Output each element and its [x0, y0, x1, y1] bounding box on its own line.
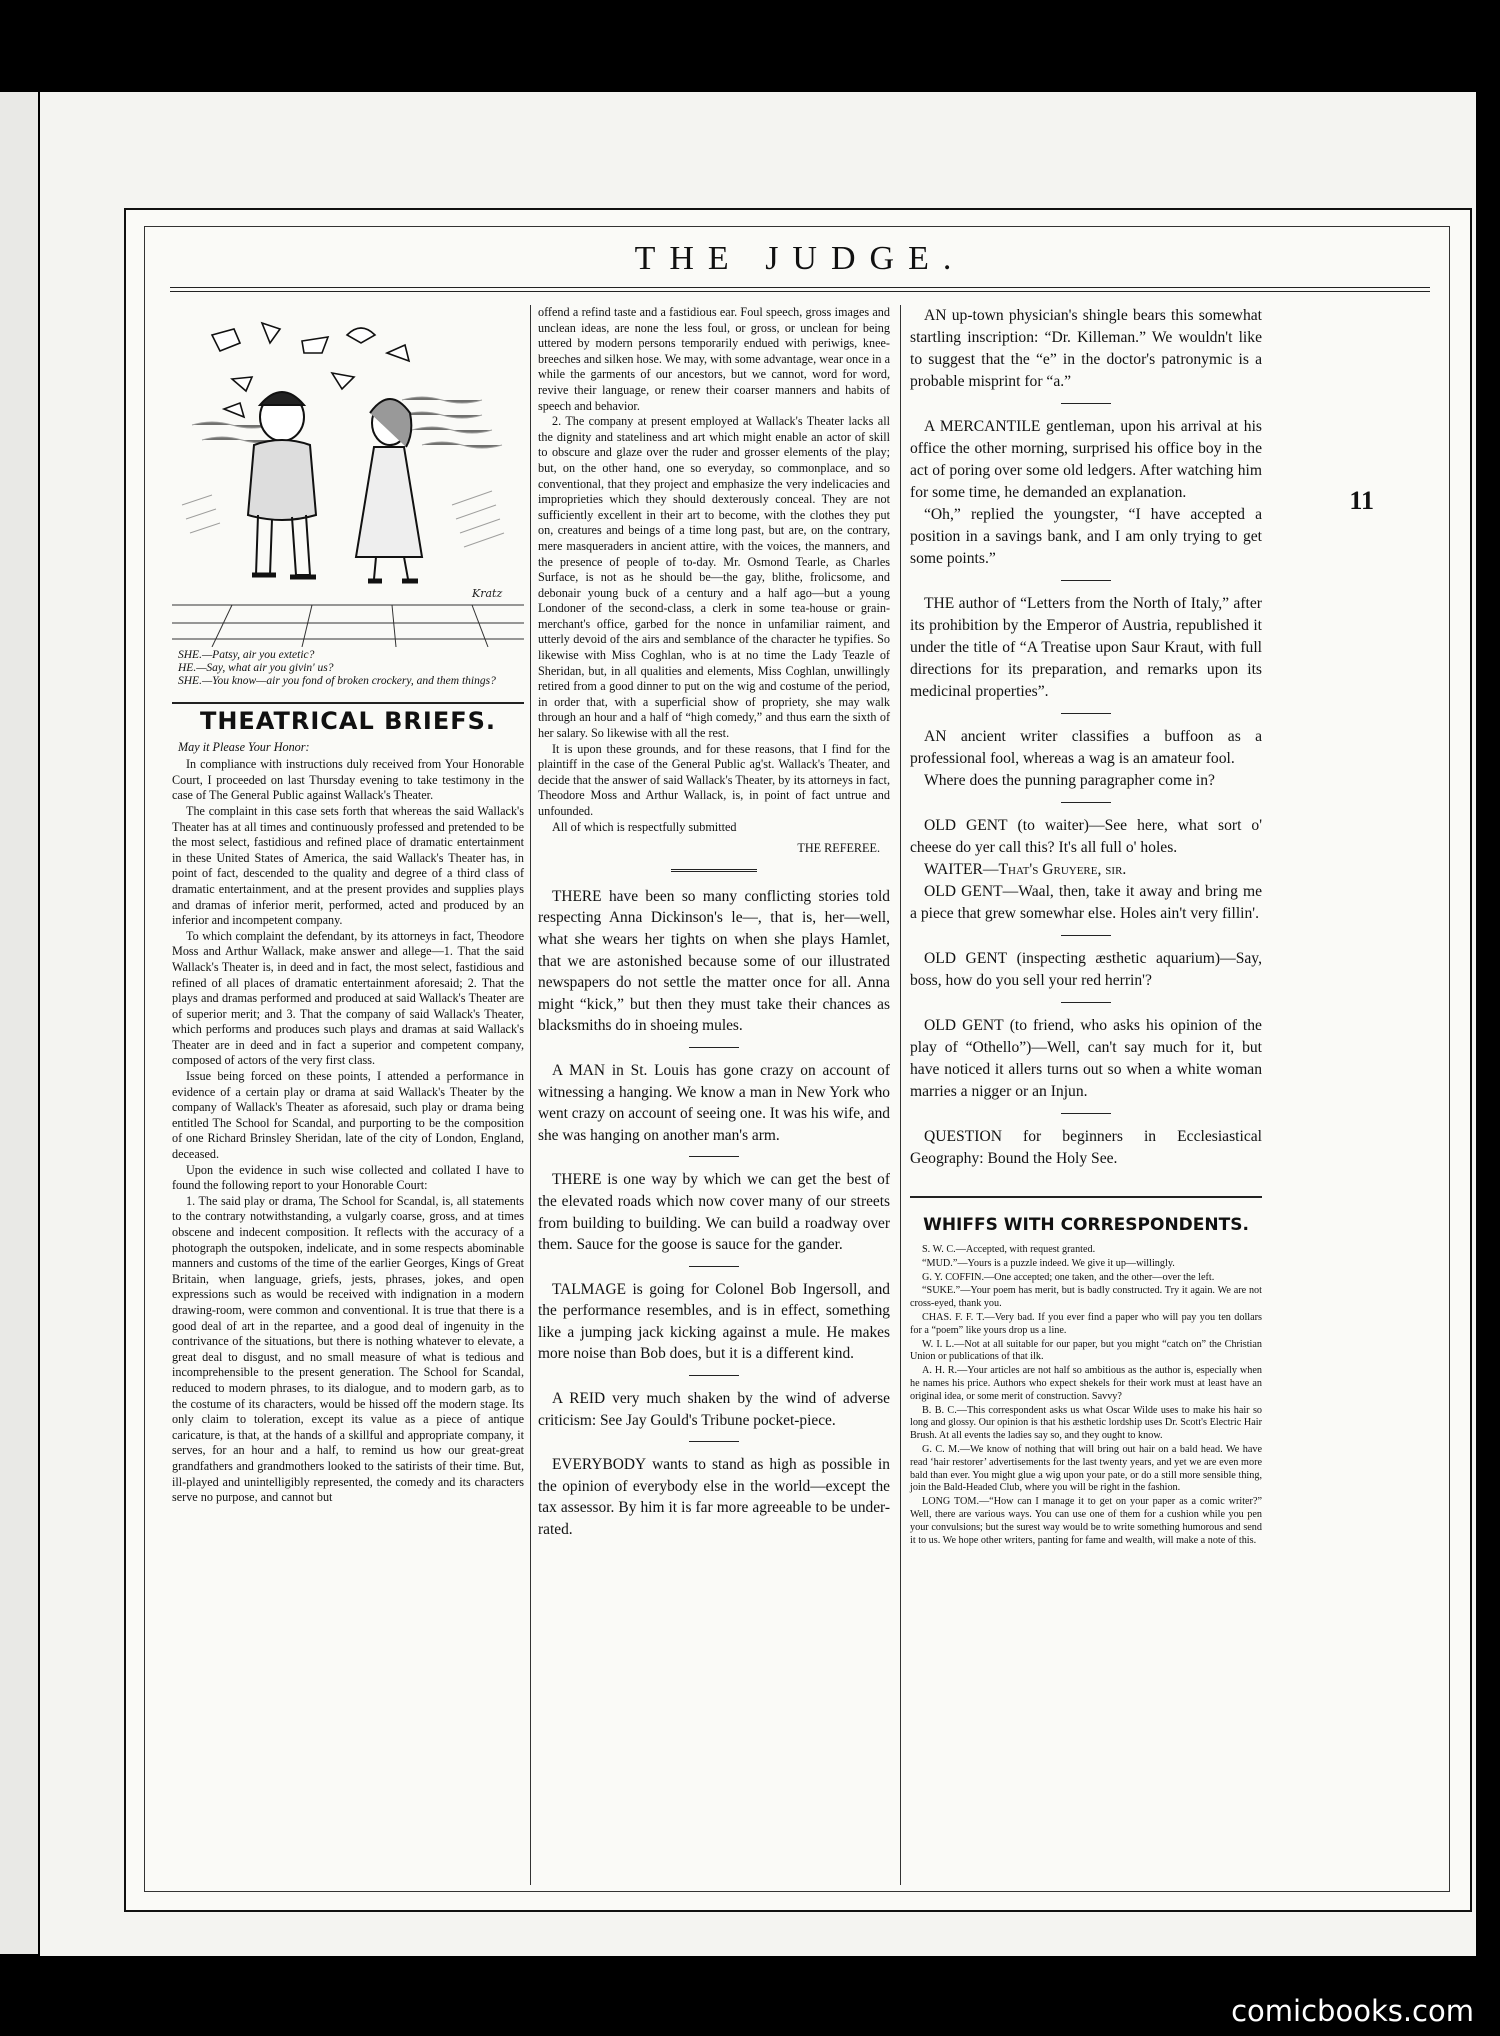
- item-lead: TALMAGE: [552, 1280, 626, 1298]
- correspondent-note: A. H. R.—Your articles are not half so ambitious as the author is, especially when he names his price. Authors who expect shekels for their work must at least have an original idea, or some merit of construction. Savvy?: [910, 1365, 1262, 1402]
- item-text: author of “Letters from the North of Italy,” after its prohibition by the Emperor of Austria, republished it under the title of “A Treatise upon Saur Kraut, with full directions for its preparation, and remarks upon its medicinal properties”.: [910, 595, 1262, 700]
- item-text: for beginners in Ecclesiastical Geography: Bound the Holy See.: [910, 1128, 1262, 1167]
- item-text: (to friend, who asks his opinion of the play of “Othello”)—Well, can't say much for it, but have noticed it allers turns out so when a white woman marries a nigger or an Injun.: [910, 1017, 1262, 1100]
- item-divider: [1061, 802, 1111, 803]
- item-lead: OLD GENT: [924, 950, 1008, 967]
- masthead-rule-bottom: [170, 291, 1430, 292]
- paragraph-item: [910, 948, 1262, 992]
- correspondent-note: G. C. M.—We know of nothing that will bring out hair on a bald head. We have read ‘hair restorer’ advertisements for the last twenty years, and yet we are even more bald than ever. You might glue a wig upon your pate, or do a still more sensible thing, join the Bald-Headed Club, where you will be right in the fashion.: [910, 1443, 1262, 1494]
- paragraph-item: [910, 1126, 1262, 1170]
- paragraph-item: Where does the punning paragrapher come in?: [924, 772, 1215, 789]
- item-divider: [1061, 1113, 1111, 1114]
- item-divider: [1061, 580, 1111, 581]
- paragraph-item: [910, 593, 1262, 703]
- article-signature: THE REFEREE.: [797, 841, 880, 856]
- paragraph-item: [538, 1169, 890, 1255]
- item-lead: OLD GENT: [924, 817, 1008, 834]
- paragraph-item: [538, 1060, 890, 1146]
- item-lead: THERE: [552, 887, 602, 905]
- item-text: very much shaken by the wind of adverse criticism: See Jay Gould's Tribune pocket-piece.: [538, 1390, 890, 1429]
- paragraph-item: “Oh,” replied the youngster, “I have accepted a position in a savings bank, and I am only trying to get some points.”: [910, 506, 1262, 567]
- caption-line-2: HE.—Say, what air you givin' us?: [178, 662, 334, 674]
- correspondent-note: G. Y. COFFIN.—One accepted; one taken, and the other—over the left.: [922, 1271, 1215, 1283]
- correspondents-list: [910, 1244, 1262, 1547]
- item-text: is going for Colonel Bob Ingersoll, and the performance resembles, and is in effect, something like a jumping jack kicking against a mule. He makes more noise than Bob does, but it is a different kind.: [538, 1280, 890, 1363]
- item-divider: [1061, 935, 1111, 936]
- article-paragraph: To which complaint the defendant, by its attorneys in fact, Theodore Moss and Arthur Wallack, make answer and allege—1. That the said Wallack's Theater is, in deed and in fact, the most select, fastidious and refined of all places of dramatic entertainment aforesaid; 2. That the plays and dramas performed and produced at said Wallack's Theater are of superior merit; and 3. That the company of said Wallack's Theater, which performs and produces such plays and dramas at said Wallack's Theater are in deed and in fact a superior and competent company, composed of actors of the very first class.: [172, 928, 524, 1068]
- paragraph-item: [910, 1015, 1262, 1103]
- item-text: wants to stand as high as possible in the opinion of everybody else in the world—except the tax assessor. By him it is far more agreeable to be under-rated.: [538, 1456, 890, 1539]
- paragraph-item: [538, 1388, 890, 1431]
- correspondent-note: “SUKE.”—Your poem has merit, but is badly constructed. Try it again. We are not cross-eyed, thank you.: [910, 1285, 1262, 1310]
- column-1: [172, 305, 524, 1506]
- item-lead: AN: [924, 307, 947, 324]
- correspondent-note: S. W. C.—Accepted, with request granted.: [922, 1244, 1096, 1255]
- column-2-items: [538, 886, 890, 1541]
- item-divider: [1061, 403, 1111, 404]
- correspondent-note: B. B. C.—This correspondent asks us what Oscar Wilde uses to make his hair so long and glossy. Our opinion is that his æsthetic lordship uses Dr. Scott's Electric Hair Brush. At all events the ladies say so, and they ought to know.: [910, 1404, 1262, 1442]
- caption-line-1: SHE.—Patsy, air you extetic?: [178, 649, 315, 661]
- paragraph-item: [910, 416, 1262, 504]
- item-divider: [689, 1441, 739, 1442]
- article-paragraph: The complaint in this case sets forth that whereas the said Wallack's Theater has at all times and continuously professed and pretended to be the most select, fastidious and refined place of dramatic entertainment in these United States of America, the said Wallack's Theater has, in point of fact, descended to the quality and degree of a third class of dramatic entertainment, and at the present provides and supplies plays and dramas of inferior merit, performed, acted and produced by an inferior and incompetent company.: [172, 803, 524, 928]
- item-divider: [1061, 713, 1111, 714]
- caption-line-3: SHE.—You know—air you fond of broken crockery, and them things?: [178, 675, 496, 687]
- item-text: is one way by which we can get the best of the elevated roads which now cover many of our streets from building to building. We can build a roadway over them. Sauce for the goose is sauce for the gander.: [538, 1171, 890, 1254]
- column-divider-1: [530, 305, 531, 1885]
- masthead-title: THE JUDGE.: [634, 240, 966, 277]
- correspondent-note: W. I. L.—Not at all suitable for our paper, but you might “catch on” the Christian Union or publications of that ilk.: [910, 1338, 1262, 1363]
- page-number: 11: [1349, 486, 1374, 515]
- item-divider: [689, 1266, 739, 1267]
- item-text: (to waiter)—See here, what sort o' cheese do yer call this? It's all full o' holes.: [910, 817, 1262, 856]
- item-divider: [689, 1047, 739, 1048]
- paragraph-item: OLD GENT—Waal, then, take it away and bring me a piece that grew somewhar else. Holes ain't very fillin'.: [910, 883, 1262, 922]
- masthead-rule-top: [170, 287, 1430, 288]
- paragraph-item: [538, 1279, 890, 1365]
- item-divider: [689, 1375, 739, 1376]
- item-text: in St. Louis has gone crazy on account of witnessing a hanging. We know a man in New York who went crazy on account of seeing one. It was his wife, and she was hanging on another man's arm.: [538, 1061, 891, 1144]
- salutation: May it Please Your Honor:: [178, 739, 310, 754]
- article-paragraph: All of which is respectfully submitted: [552, 819, 737, 834]
- paragraph-item: [538, 886, 890, 1037]
- article-paragraph: offend a refind taste and a fastidious ear. Foul speech, gross images and unclean ideas, are none the less foul, or gross, or unclean for being uttered by modern persons temporarily endued with periwigs, knee-breeches and silken hose. We may, with some advantage, wear once in a while the garments of our ancestors, but we cannot, word for word, revive their language, or renew their coarser manners and habits of speech and behavior.: [538, 305, 890, 413]
- svg-text:Kratz: Kratz: [472, 587, 503, 600]
- item-lead: QUESTION: [924, 1128, 1002, 1145]
- site-watermark: comicbooks.com: [1231, 1994, 1474, 2028]
- article-paragraph: It is upon these grounds, and for these reasons, that I find for the plaintiff in the case of the General Public ag'st. Wallack's Theater, and decide that the answer of said Wallack's Theater, by its attorneys in fact, Theodore Moss and Arthur Wallack, is, in point of fact untrue and unfounded.: [538, 741, 890, 818]
- item-divider: [1061, 1002, 1111, 1003]
- item-lead: A MAN: [552, 1061, 606, 1079]
- correspondent-note: CHAS. F. F. T.—Very bad. If you ever find a paper who will pay you ten dollars for a “poem” like yours drop us a line.: [910, 1311, 1262, 1336]
- section-divider: [671, 869, 757, 872]
- cartoon-caption: [178, 649, 524, 688]
- theatrical-briefs-heading: THEATRICAL BRIEFS.: [172, 702, 524, 730]
- paragraph-item: [910, 815, 1262, 859]
- paragraph-item: [910, 305, 1262, 393]
- cartoon-drawing: [172, 305, 524, 647]
- paragraph-item: WAITER—That's Gruyere, sir.: [924, 861, 1127, 878]
- article-paragraph: In compliance with instructions duly received from Your Honorable Court, I proceeded on last Thursday evening to take testimony in the case of The General Public against Wallack's Theater.: [172, 757, 524, 803]
- page-spine: [0, 92, 38, 1954]
- item-text: up-town physician's shingle bears this somewhat startling inscription: “Dr. Killeman.” We wouldn't like to suggest that the “e” in the doctor's patronymic is a probable misprint for “a.”: [910, 307, 1262, 390]
- item-lead: A MERCANTILE: [924, 418, 1041, 435]
- item-divider: [689, 1156, 739, 1157]
- paragraph-item: [910, 726, 1262, 770]
- article-paragraph: 2. The company at present employed at Wallack's Theater lacks all the dignity and stateliness and art which might enable an actor of skill to obscure and glaze over the ruder and grosser elements of the play; but, on the other hand, one so everyday, so commonplace, and so conventional, that they project and emphasize the very indelicacies and improprieties which they should dexterously conceal. They are not sufficiently excellent in their art to become, with the clothes they put on, creatures and beings of a time long past, but are, on the contrary, mere masqueraders in ancient attire, with the voices, the manners, and the presence of people of to-day. Mr. Osmond Tearle, as Charles Surface, is not as he should be—the gay, blithe, frolicsome, and debonair young buck of a century and a half ago—but a young Londoner of the second-class, a clerk in some tea-house or grain-merchant's office, garbed for the nonce in unfamiliar raiment, and utterly devoid of the airs and semblance of the character he typifies. So likewise with Miss Coghlan, who is at no time the Lady Teazle of Sheridan, but, in all qualities and elements, Miss Coghlan, unwillingly retired from a good dinner to put on the wig and costume of the period, in order that, with a superficial show of propriety, she may walk through an hour and a half of “high comedy,” and thus earn the sixth of her salary. So likewise with all the rest.: [538, 414, 890, 741]
- item-lead: A REID: [552, 1390, 606, 1408]
- correspondent-note: “MUD.”—Yours is a puzzle indeed. We give it up—willingly.: [922, 1257, 1175, 1269]
- item-lead: THERE: [552, 1171, 602, 1189]
- article-paragraph: Upon the evidence in such wise collected and collated I have to found the following report to your Honorable Court:: [172, 1162, 524, 1193]
- column-divider-2: [900, 305, 901, 1885]
- cartoon-illustration: [172, 305, 524, 647]
- article-paragraph: Issue being forced on these points, I attended a performance in evidence of a certain play or drama at said Wallack's Theater by the company of Wallack's Theater as aforesaid, such play or drama being entitled The School for Scandal, and purporting to be the composition of one Richard Brinsley Sheridan, late of the city of London, England, deceased.: [172, 1069, 524, 1162]
- whiffs-heading: WHIFFS WITH CORRESPONDENTS.: [910, 1196, 1262, 1236]
- article-paragraph: 1. The said play or drama, The School for Scandal, is, all statements to the contrary notwithstanding, a vulgarly coarse, gross, and at times obscene and indecent composition. It reflects with the accuracy of a photograph the outspoken, indelicate, and in some respects abominable manners and customs of the time of the earlier Georges, Kings of Great Britain, when language, griefs, jests, phrases, jokes, and open expressions such as would be received with indignation in a modern drawing-room, were common and conventional. It is true that there is a good deal of art in the repartee, and a good deal of ingenuity in the contrivance of the situations, but there is nothing whatever to elevate, a great deal to disgust, and no small measure of what is tedious and incomprehensible to the present generation. The School for Scandal, reduced to modern phrases, to its dialogue, and to modern garb, as to the costume of its characters, would be hissed off the modern stage. Its only claim to toleration, except its value as a piece of antique caricature, is that, at the hands of a skillful and appropriate company, it serves, for an hour and a half, to remind us how our great-great grandfathers and grandmothers looked to the satirists of their time. But, ill-played and unintelligibly represented, the comedy and its characters serve no purpose, and cannot but: [172, 1193, 524, 1505]
- item-text: gentleman, upon his arrival at his office the other morning, surprised his office boy in the act of poring over some old ledgers. After watching him for some time, he demanded an explanation.: [910, 418, 1262, 501]
- item-lead: EVERYBODY: [552, 1456, 647, 1474]
- correspondent-note: LONG TOM.—“How can I manage it to get on your paper as a comic writer?” Well, there are various ways. You can use one of them for a cushion while you pen your convulsions; but the surest way would be to write something humorous and send it to us. We hope other writers, panting for fame and wealth, will make a note of this.: [910, 1496, 1262, 1546]
- column-3: [910, 305, 1262, 1548]
- item-text: (inspecting æsthetic aquarium)—Say, boss, how do you sell your red herrin'?: [910, 950, 1262, 989]
- item-lead: THE: [924, 595, 955, 612]
- item-lead: OLD GENT: [924, 1017, 1004, 1034]
- item-lead: AN: [924, 728, 947, 745]
- item-text: ancient writer classifies a buffoon as a professional fool, whereas a wag is an amateur fool.: [910, 728, 1262, 767]
- item-text: have been so many conflicting stories told respecting Anna Dickinson's le—, that is, her—well, what she wears her tights on when she plays Hamlet, that we are astonished because some of our illustrated newspapers do not settle the matter once for all. Anna might “kick,” but then they must take their chances as blacksmiths do in shoeing mules.: [538, 887, 890, 1035]
- paragraph-item: [538, 1454, 890, 1540]
- column-2: [538, 305, 890, 1541]
